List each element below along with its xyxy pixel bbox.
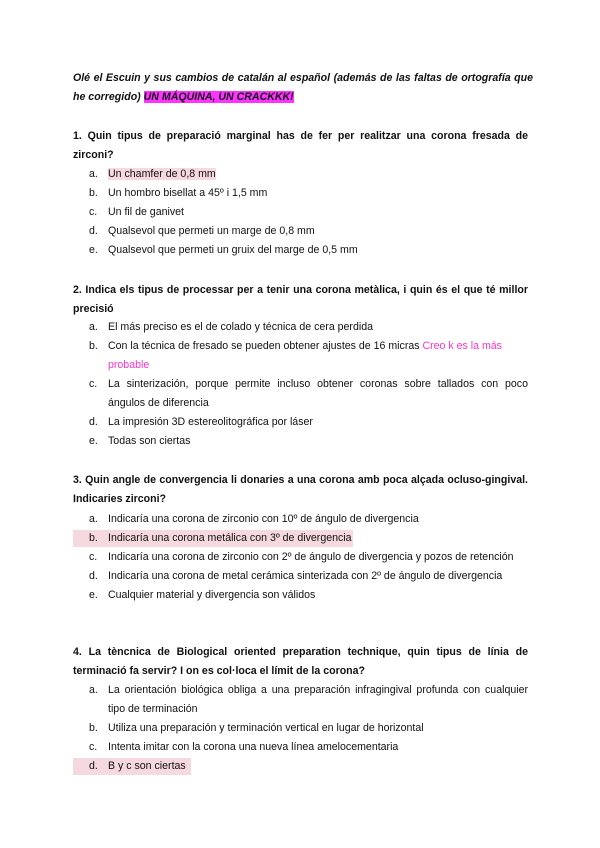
intro-paragraph	[73, 69, 533, 107]
question-2: 2. Indica els tipus de processar per a tenir una corona metàlica, i quin és el que té millor precisió	[73, 284, 528, 315]
option-3d	[73, 567, 528, 586]
option-1d	[73, 222, 528, 241]
option-3a	[73, 510, 528, 529]
option-2d	[73, 413, 528, 432]
option-text: Cualquier material y divergencia son válidos	[108, 589, 316, 601]
option-letter: a.	[89, 513, 98, 525]
margin-note: Creo k es la más probable	[108, 340, 502, 371]
intro-text: Olé el Escuin y sus cambios de catalán al español (además de las faltas de ortografía que he corregido)	[73, 72, 533, 103]
option-letter: d.	[89, 225, 98, 237]
question-4-options	[73, 681, 528, 776]
option-2a	[73, 318, 528, 337]
option-4a	[73, 681, 528, 719]
option-text: Indicaría una corona de metal cerámica sinterizada con 2º de ángulo de divergencia	[108, 570, 503, 582]
option-text: Utiliza una preparación y terminación vertical en lugar de horizontal	[108, 722, 424, 734]
question-2-options	[73, 318, 528, 451]
option-2c	[73, 375, 528, 413]
option-letter: b.	[89, 340, 98, 352]
option-1a	[73, 165, 528, 184]
option-text-highlighted: Indicaría una corona metálica con 3º de divergencia	[108, 532, 352, 544]
option-text-highlighted: Un chamfer de 0,8 mm	[108, 168, 216, 180]
question-3: 3. Quin angle de convergencia li donaries a una corona amb poca alçada ocluso-gingival. Indicaries zirconi?	[73, 474, 528, 505]
option-text: Todas son ciertas	[108, 435, 191, 447]
option-text: Qualsevol que permeti un marge de 0,8 mm	[108, 225, 315, 237]
option-text: Con la técnica de fresado se pueden obtener ajustes de 16 micras	[108, 340, 423, 352]
option-1e	[73, 241, 528, 260]
option-text: Intenta imitar con la corona una nueva línea amelocementaria	[108, 741, 399, 753]
question-4: 4. La tèncnica de Biological oriented preparation technique, quin tipus de línia de terminació fa servir? I on es col·loca el límit de la corona?	[73, 646, 528, 677]
intro-highlight: UN MÁQUINA, UN CRACKKK!	[143, 91, 294, 103]
option-letter: e.	[89, 435, 98, 447]
option-letter: c.	[89, 741, 98, 753]
option-letter: a.	[89, 168, 98, 180]
option-letter: e.	[89, 244, 98, 256]
option-letter: e.	[89, 589, 98, 601]
option-letter: a.	[89, 684, 98, 696]
option-text: Qualsevol que permeti un gruix del marge de 0,5 mm	[108, 244, 358, 256]
option-3e	[73, 586, 528, 605]
option-letter: d.	[89, 416, 98, 428]
option-4c	[73, 738, 528, 757]
question-1-options	[73, 165, 528, 260]
question-3-options	[73, 510, 528, 605]
question-1: 1. Quin tipus de preparació marginal has de fer per realitzar una corona fresada de zirconi?	[73, 130, 528, 161]
option-letter: b.	[89, 532, 98, 544]
option-4d	[73, 757, 528, 776]
option-text: Un fil de ganivet	[108, 206, 184, 218]
option-text: Indicaría una corona de zirconio con 10º de ángulo de divergencia	[108, 513, 419, 525]
option-1c	[73, 203, 528, 222]
option-1b	[73, 184, 528, 203]
option-text: La orientación biológica obliga a una preparación infragingival profunda con cualquier tipo de terminación	[108, 684, 528, 715]
option-letter: d.	[89, 570, 98, 582]
option-letter: c.	[89, 378, 98, 390]
option-text: El más preciso es el de colado y técnica de cera perdida	[108, 321, 373, 333]
option-2e	[73, 432, 528, 451]
option-letter: c.	[89, 206, 98, 218]
option-text: La impresión 3D estereolitográfica por láser	[108, 416, 313, 428]
option-letter: b.	[89, 722, 98, 734]
option-2b	[73, 337, 528, 375]
option-3b	[73, 529, 528, 548]
option-3c	[73, 548, 528, 567]
option-letter: b.	[89, 187, 98, 199]
option-text: La sinterización, porque permite incluso obtener coronas sobre tallados con poco ángulos de diferencia	[108, 378, 528, 409]
option-letter: a.	[89, 321, 98, 333]
option-4b	[73, 719, 528, 738]
option-text-highlighted: B y c son ciertas	[108, 760, 186, 772]
option-letter: d.	[89, 760, 98, 772]
option-letter: c.	[89, 551, 98, 563]
option-text: Un hombro bisellat a 45º i 1,5 mm	[108, 187, 268, 199]
option-text: Indicaría una corona de zirconio con 2º de ángulo de divergencia y pozos de retención	[108, 551, 514, 563]
